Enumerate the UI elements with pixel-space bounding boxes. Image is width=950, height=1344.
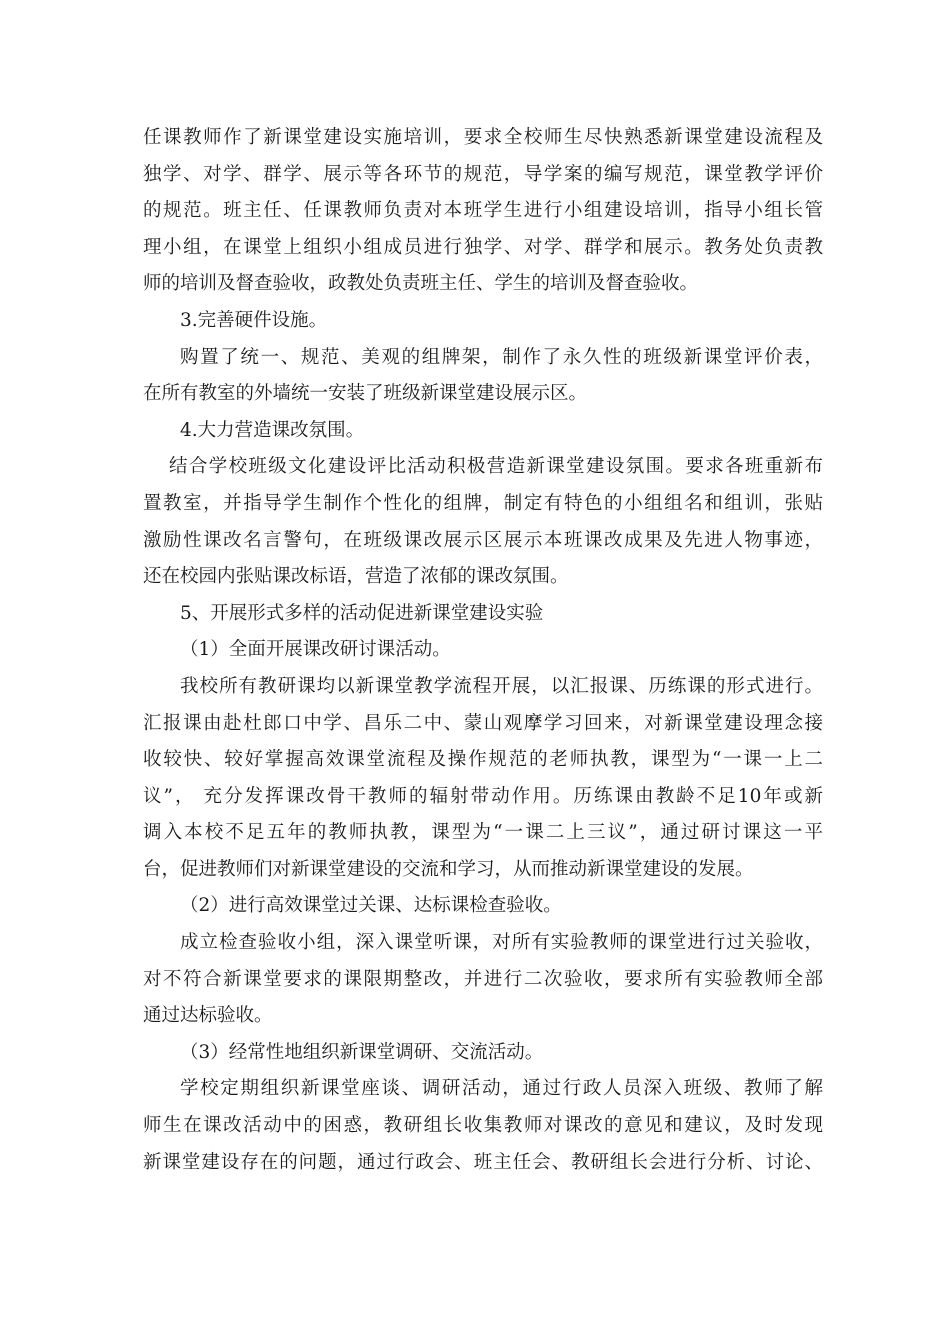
paragraph-line: （1）全面开展课改研讨课活动。: [180, 639, 451, 661]
paragraph-line: 3.完善硬件设施。: [180, 309, 328, 331]
paragraph-line: （2）进行高效课堂过关课、达标课检查验收。: [180, 895, 562, 917]
paragraph-line: 台，促进教师们对新课堂建设的交流和学习，从而推动新课堂建设的发展。: [143, 858, 754, 880]
paragraph-line: 理小组，在课堂上组织小组成员进行独学、对学、群学和展示。教务处负责教: [143, 236, 823, 258]
paragraph-line: 结合学校班级文化建设评比活动积极营造新课堂建设氛围。要求各班重新布: [169, 456, 823, 478]
paragraph-line: 对不符合新课堂要求的课限期整改，并进行二次验收，要求所有实验教师全部: [143, 968, 823, 990]
paragraph-line: 议”， 充分发挥课改骨干教师的辐射带动作用。历练课由教龄不足10年或新: [143, 785, 823, 807]
paragraph-line: 的规范。班主任、任课教师负责对本班学生进行小组建设培训，指导小组长管: [143, 200, 823, 222]
paragraph-line: （3）经常性地组织新课堂调研、交流活动。: [180, 1041, 544, 1063]
paragraph-line: 4.大力营造课改氛围。: [180, 419, 365, 441]
paragraph-line: 通过达标验收。: [143, 1005, 273, 1027]
paragraph-line: 调入本校不足五年的教师执教，课型为“一课二上三议”，通过研讨课这一平: [143, 822, 823, 844]
paragraph-line: 独学、对学、群学、展示等各环节的规范，导学案的编写规范，课堂教学评价: [143, 163, 823, 185]
paragraph-line: 5、开展形式多样的活动促进新课堂建设实验: [180, 602, 544, 624]
paragraph-line: 激励性课改名言警句，在班级课改展示区展示本班课改成果及先进人物事迹，: [143, 529, 823, 551]
paragraph-line: 还在校园内张贴课改标语，营造了浓郁的课改氛围。: [143, 566, 569, 588]
paragraph-line: 师的培训及督查验收，政教处负责班主任、学生的培训及督查验收。: [143, 273, 699, 295]
paragraph-line: 收较快、较好掌握高效课堂流程及操作规范的老师执教，课型为“一课一上二: [143, 749, 823, 771]
paragraph-line: 置教室，并指导学生制作个性化的组牌，制定有特色的小组组名和组训，张贴: [143, 492, 823, 514]
document-body: [143, 120, 823, 1181]
paragraph-line: 我校所有教研课均以新课堂教学流程开展，以汇报课、历练课的形式进行。: [180, 675, 823, 697]
paragraph-line: 学校定期组织新课堂座谈、调研活动，通过行政人员深入班级、教师了解: [180, 1078, 823, 1100]
paragraph-line: 师生在课改活动中的困惑，教研组长收集教师对课改的意见和建议，及时发现: [143, 1115, 823, 1137]
paragraph-line: 购置了统一、规范、美观的组牌架，制作了永久性的班级新课堂评价表，: [180, 346, 823, 368]
paragraph-line: 新课堂建设存在的问题，通过行政会、班主任会、教研组长会进行分析、讨论、: [143, 1151, 823, 1173]
paragraph-line: 成立检查验收小组，深入课堂听课，对所有实验教师的课堂进行过关验收，: [180, 932, 823, 954]
paragraph-line: 任课教师作了新课堂建设实施培训，要求全校师生尽快熟悉新课堂建设流程及: [143, 127, 823, 148]
paragraph-line: 汇报课由赴杜郎口中学、昌乐二中、蒙山观摩学习回来，对新课堂建设理念接: [143, 712, 823, 734]
paragraph-line: 在所有教室的外墙统一安装了班级新课堂建设展示区。: [143, 383, 588, 405]
